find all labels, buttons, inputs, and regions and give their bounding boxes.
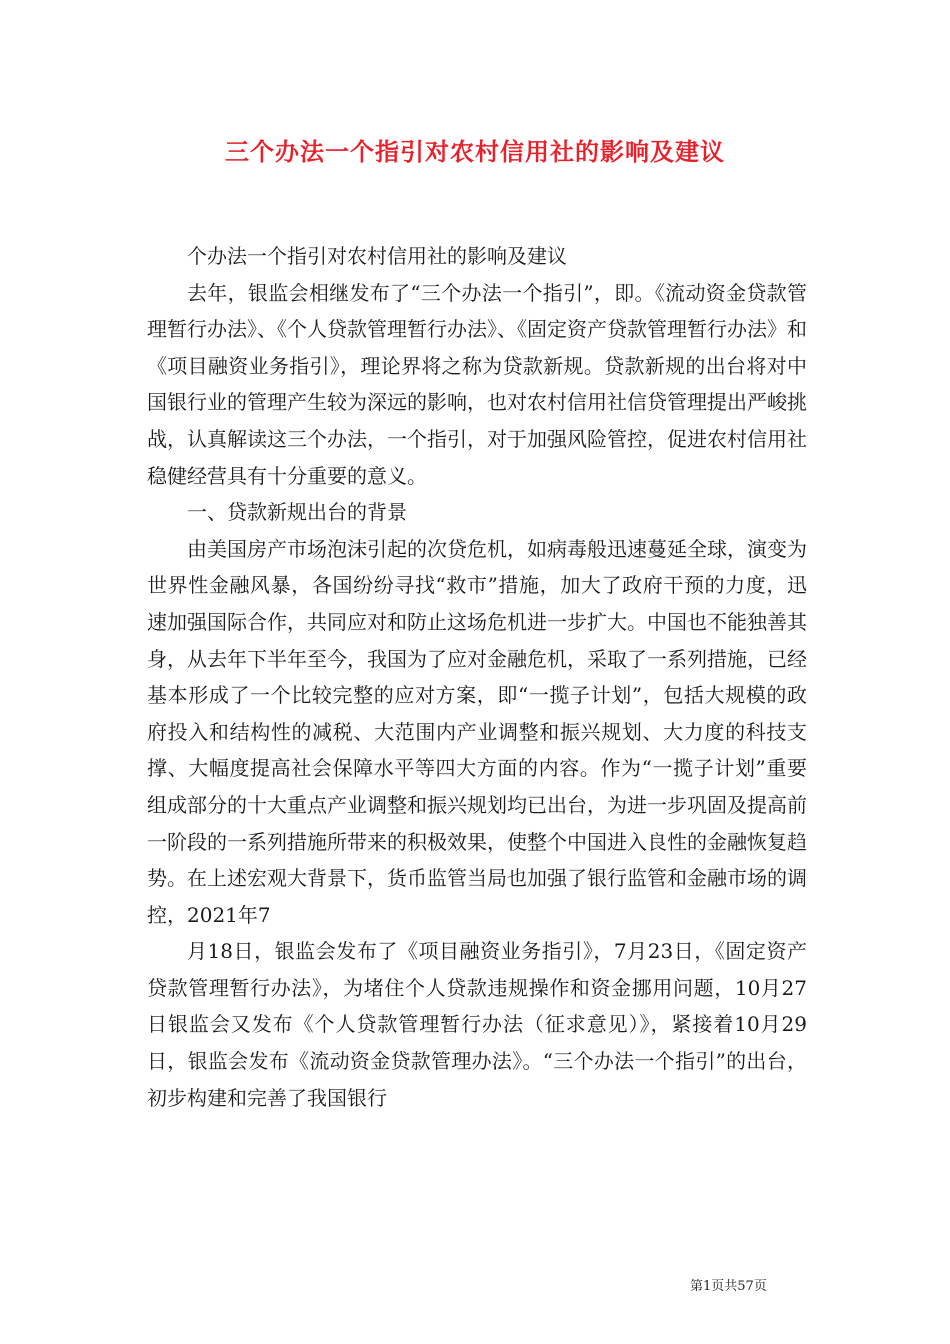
- paragraph-background: 由美国房产市场泡沫引起的次贷危机，如病毒般迅速蔓延全球，演变为世界性金融风暴，各国纷纷寻找“救市”措施，加大了政府干预的力度，迅速加强国际合作，共同应对和防止这场危机进一步扩大。中国也不能独善其身，从去年下半年至今，我国为了应对金融危机，采取了一系列措施，已经基本形成了一个比较完整的应对方案，即“一揽子计划”，包括大规模的政府投入和结构性的减税、大范围内产业调整和振兴规划、大力度的科技支撑、大幅度提高社会保障水平等四大方面的内容。作为“一揽子计划”重要组成部分的十大重点产业调整和振兴规划均已出台，为进一步巩固及提高前一阶段的一系列措施所带来的积极效果，使整个中国进入良性的金融恢复趋势。在上述宏观大背景下，货币监管当局也加强了银行监管和金融市场的调控，2021年7: [147, 536, 807, 927]
- document-title: 三个办法一个指引对农村信用社的影响及建议: [225, 137, 725, 166]
- paragraph-timeline: 月18日，银监会发布了《项目融资业务指引》，7月23日，《固定资产贷款管理暂行办法》，为堵住个人贷款违规操作和资金挪用问题，10月27日银监会又发布《个人贷款管理暂行办法（征求意见）》，紧接着10月29日，银监会发布《流动资金贷款管理办法》。“三个办法一个指引”的出台，初步构建和完善了我国银行: [147, 939, 807, 1110]
- paragraph-subtitle: 个办法一个指引对农村信用社的影响及建议: [187, 244, 567, 268]
- paragraph-intro: 去年，银监会相继发布了“三个办法一个指引”，即。《流动资金贷款管理暂行办法》、《个人贷款管理暂行办法》、《固定资产贷款管理暂行办法》和《项目融资业务指引》，理论界将之称为贷款新规。贷款新规的出台将对中国银行业的管理产生较为深远的影响，也对农村信用社信贷管理提出严峻挑战，认真解读这三个办法，一个指引，对于加强风险管控，促进农村信用社稳健经营具有十分重要的意义。: [147, 280, 807, 488]
- document-body: [147, 238, 807, 1116]
- section-heading-background: 一、贷款新规出台的背景: [187, 500, 407, 525]
- page-number: 第1页共57页: [690, 1279, 767, 1294]
